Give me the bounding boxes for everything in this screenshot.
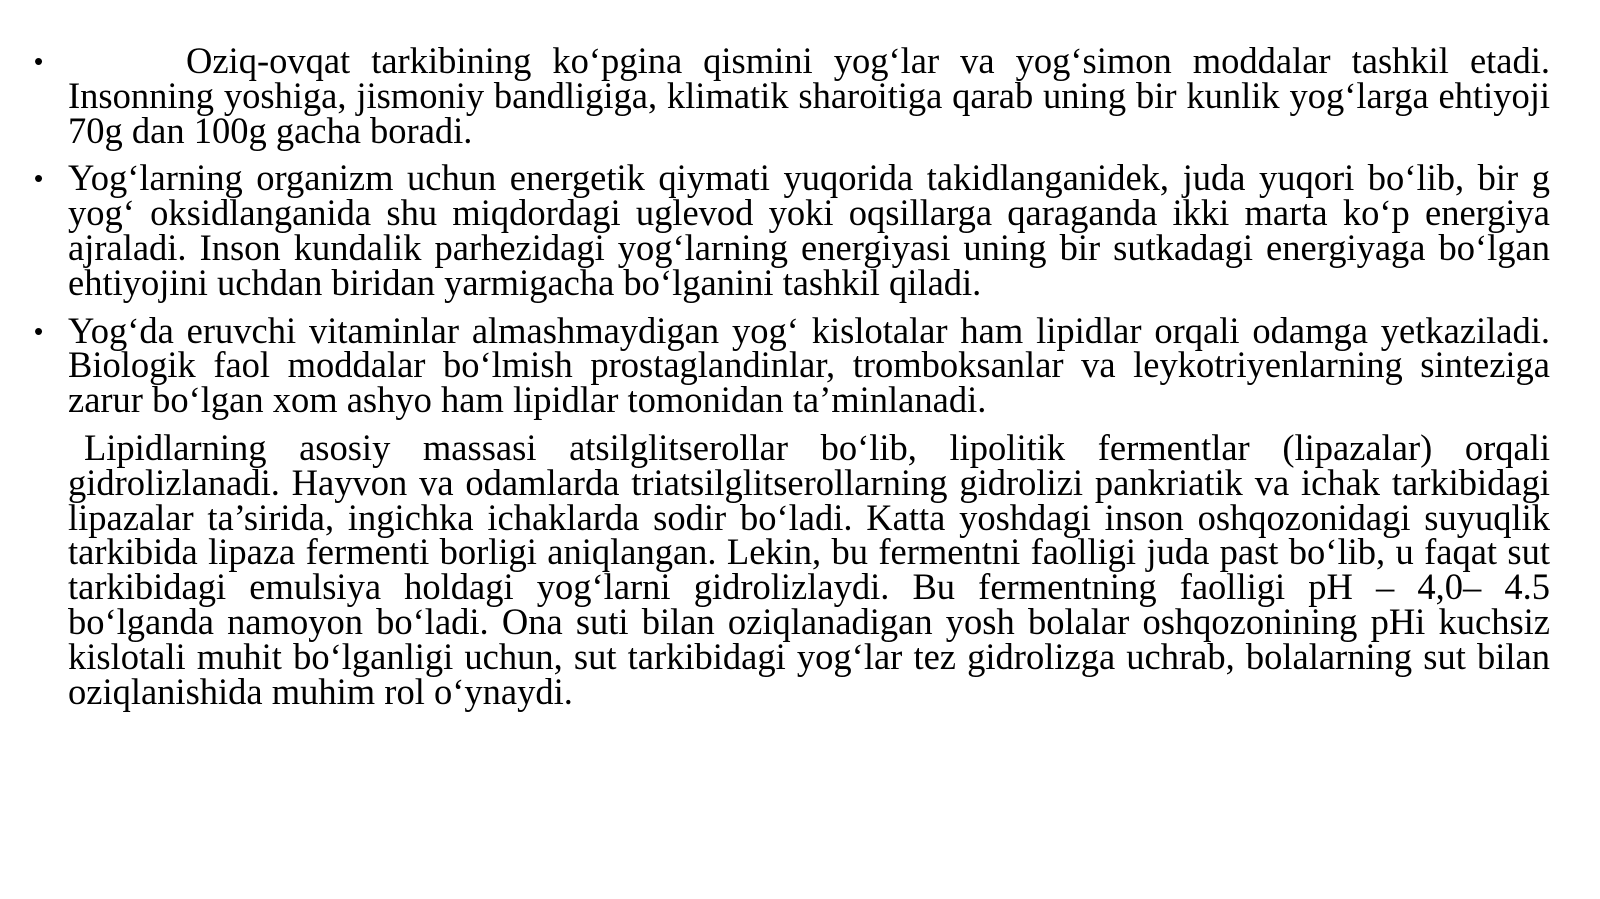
paragraph-text: Oziq-ovqat tarkibining ko‘pgina qismini yog‘lar va yog‘simon moddalar tashkil etadi. Insonning yoshiga, jismoniy bandligiga, klimatik sharoitiga qarab uning bir kunlik yog‘larga ehtiyoji 70g dan 100g gacha boradi.: [68, 40, 1550, 151]
paragraph-lipid-hydrolysis: [68, 426, 1550, 712]
bullet-icon: •: [34, 163, 44, 194]
paragraph-text: Yog‘larning organizm uchun energetik qiymati yuqorida takidlanganidek, juda yuqori bo‘lib, bir g yog‘ oksidlanganida shu miqdordagi uglevod yoki oqsillarga qaraganda ikki marta ko‘p energiya ajraladi. Inson kundalik parhezidagi yog‘larning energiyasi uning bir sutkadagi energiyaga bo‘lgan ehtiyojini uchdan biridan yarmigacha bo‘lganini tashkil qiladi.: [68, 157, 1550, 303]
paragraph-text: Yog‘da eruvchi vitaminlar almashmaydigan yog‘ kislotalar ham lipidlar orqali odamga yetkaziladi. Biologik faol moddalar bo‘lmish prostaglandinlar, tromboksanlar va leykotriyenlarning sinteziga zarur bo‘lgan xom ashyo ham lipidlar tomonidan ta’minlanadi.: [68, 309, 1550, 421]
paragraph-fat-composition: [34, 40, 1550, 151]
paragraph-energy-value: [34, 157, 1550, 303]
slide-body: [34, 40, 1550, 712]
bullet-icon: •: [34, 46, 44, 76]
paragraph-vitamins: [34, 309, 1550, 421]
paragraph-text: Lipidlarning asosiy massasi atsilglitserollar bo‘lib, lipolitik fermentlar (lipazalar) orqali gidrolizlanadi. Hayvon va odamlarda triatsilglitserollarning gidrolizi pankriatik va ichak tarkibidagi lipazalar ta’sirida, ingichka ichaklarda sodir bo‘ladi. Katta yoshdagi inson oshqozonidagi suyuqlik tarkibida lipaza fermenti borligi aniqlangan. Lekin, bu fermentni faolligi juda past bo‘lib, u faqat sut tarkibidagi emulsiya holdagi yog‘larni gidrolizlaydi. Bu fermentning faolligi pH – 4,0– 4.5 bo‘lganda namoyon bo‘ladi. Ona suti bilan oziqlanadigan yosh bolalar oshqozonining pHi kuchsiz kislotali muhit bo‘lganligi uchun, sut tarkibidagi yog‘lar tez gidrolizga uchrab, bolalarning sut bilan oziqlanishida muhim rol o‘ynaydi.: [68, 426, 1550, 712]
bullet-icon: •: [34, 315, 44, 346]
